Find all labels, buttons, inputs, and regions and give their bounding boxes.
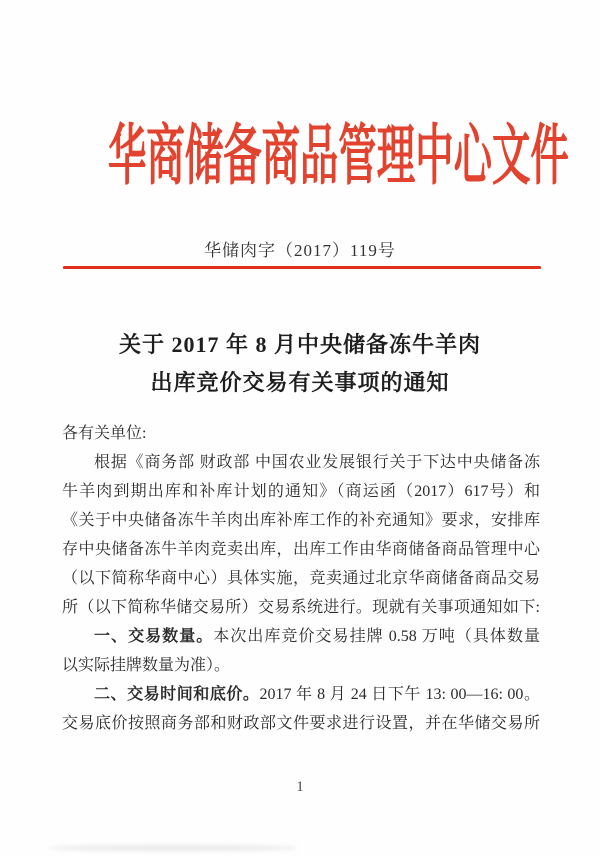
notice-title-line2: 出库竞价交易有关事项的通知 (150, 370, 450, 395)
notice-title-line1: 关于 2017 年 8 月中央储备冻牛羊肉 (118, 332, 481, 357)
body-text-run: 根据《商务部 财政部 中国农业发展银行关于下达中央储备冻 (94, 454, 540, 471)
scan-artifact (48, 845, 298, 851)
body-text-run: 交易底价按照商务部和财政部文件要求进行设置，并在华储交易所 (62, 715, 540, 732)
body-text-run: 存中央储备冻牛羊肉竞卖出库，出库工作由华商储备商品管理中心 (62, 541, 540, 558)
body-text-bold-run: 二、交易时间和底价。 (94, 686, 260, 703)
body-text-run: 以实际挂牌数量为准）。 (62, 657, 231, 674)
notice-title (0, 326, 600, 402)
body-line (62, 651, 540, 680)
red-letterhead-title: 华商储备商品管理中心文件 (108, 119, 569, 193)
body-text-run: （以下简称华商中心）具体实施，竞卖通过北京华商储备商品交易 (62, 570, 540, 587)
body-text-run: 牛羊肉到期出库和补库计划的通知》（商运函（2017）617号）和 (62, 483, 540, 500)
red-divider-line (63, 266, 541, 269)
document-number: 华储肉字（2017）119号 (204, 241, 396, 260)
body-line (62, 709, 540, 738)
body-line (62, 564, 540, 593)
body-text-bold-run: 一、交易数量。 (94, 628, 214, 645)
body-text-run: 各有关单位: (62, 425, 147, 442)
body-line (62, 593, 540, 622)
body-line (62, 506, 540, 535)
page-number: 1 (296, 779, 304, 795)
body-text-run: 《关于中央储备冻牛羊肉出库补库工作的补充通知》要求，安排库 (62, 512, 540, 529)
body-text-run: 2017 年 8 月 24 日下午 13: 00—16: 00。 (259, 686, 540, 703)
body-line (62, 419, 540, 448)
body-line (62, 622, 540, 651)
body-line (62, 477, 540, 506)
body-text-run: 本次出库竞价交易挂牌 0.58 万吨（具体数量 (213, 628, 540, 645)
body-line (62, 448, 540, 477)
body-line (62, 680, 540, 709)
document-body (62, 419, 540, 738)
body-text-run: 所（以下简称华储交易所）交易系统进行。现就有关事项通知如下: (62, 599, 540, 616)
body-line (62, 535, 540, 564)
